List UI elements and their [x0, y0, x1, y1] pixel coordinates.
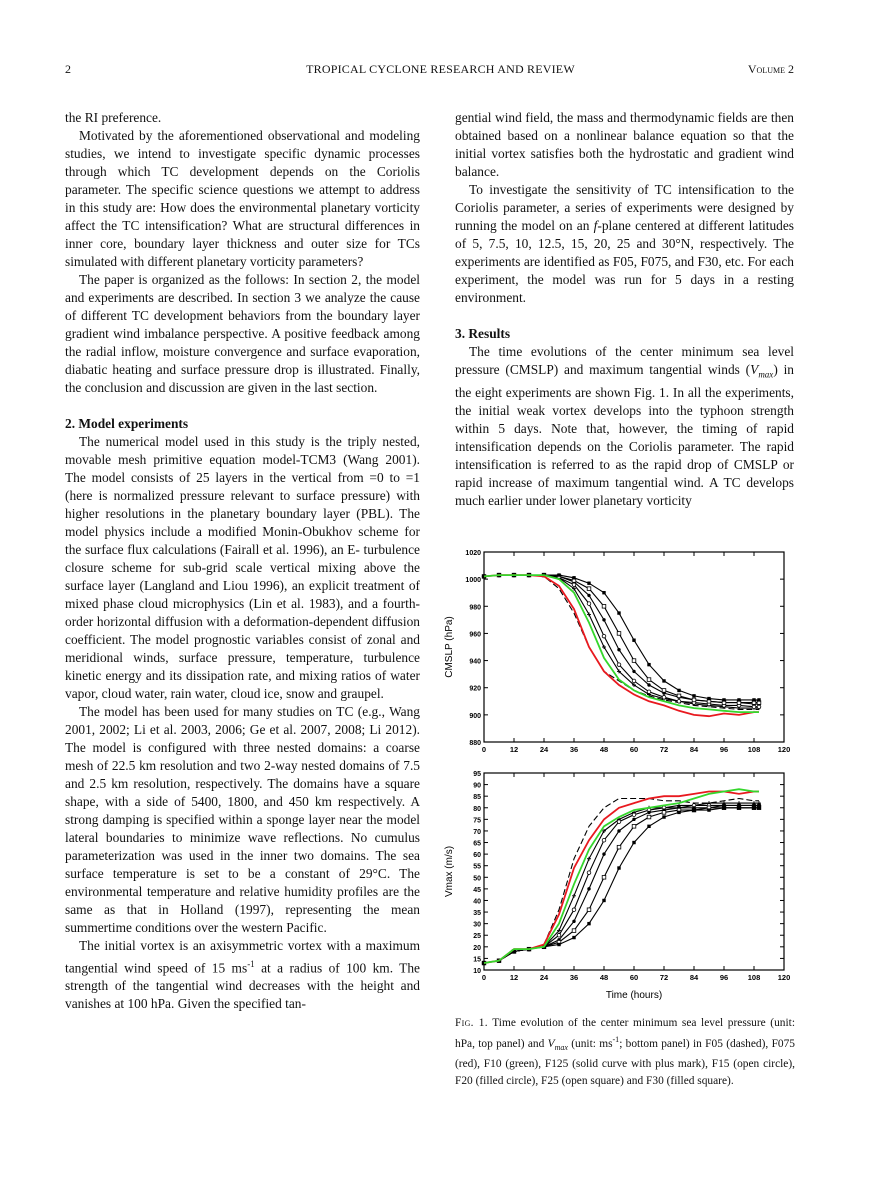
- y-tick-label: 920: [469, 685, 481, 693]
- data-point-f30: [677, 811, 680, 814]
- data-point-f30: [572, 576, 575, 579]
- text-run: The initial vortex is an axisymmetric vortex with a maximum tangential wind speed of 15 ms: [65, 938, 420, 976]
- data-point-f30: [602, 591, 605, 594]
- series-line-f10: [484, 575, 759, 712]
- data-point-f25: [587, 908, 591, 912]
- journal-title: TROPICAL CYCLONE RESEARCH AND REVIEW: [306, 62, 575, 76]
- x-tick-label: 24: [539, 973, 549, 982]
- x-tick-label: 72: [659, 745, 669, 754]
- data-point-f30: [587, 922, 590, 925]
- data-point-f15: [617, 820, 621, 824]
- right-column: [455, 109, 794, 510]
- data-point-f15: [587, 602, 591, 606]
- paragraph: The numerical model used in this study is the triply nested, movable mesh primitive equation model-TCM3 (Wang 2001). The model consists of 25 layers in the vertical from =0 to =1 (here is normalized pressure relevant to surface pressure) with higher resolutions in the planetary boundary layer (PBL). The model physics include a modified Monin-Obukhov scheme for the surface flux calculations (Fairall et al. 1996), an E- turbulence closure scheme for sub-grid scale vertical mixing above the surface layer (Langland and Liou 1996), an explicit treatment of mixed phase cloud microphysics (Lin et al. 1983), and a fourth-order horizontal diffusion with a deformation-dependent diffusion coefficient. The model prognostic variables consist of zonal and meridional winds, surface pressure, temperature, turbulence kinetic energy and its dissipation rate, and mixing ratios of water vapor, cloud water, rain water, cloud ice, snow and graupel.: [65, 434, 420, 701]
- data-point-f15: [632, 679, 636, 683]
- figure-svg: [438, 545, 798, 1005]
- y-tick-label: 900: [469, 712, 481, 720]
- superscript: -1: [247, 959, 255, 969]
- caption-text: ; bottom panel) in F05 (dashed), F075 (red), F10 (green), F125 (solid curve with plus mark), F15 (open circle), F20 (filled circle), F25 (open square) and F30 (filled square).: [455, 1037, 795, 1087]
- x-tick-label: 60: [629, 745, 639, 754]
- data-point-f15: [602, 634, 606, 638]
- data-point-f25: [602, 604, 606, 608]
- y-tick-label: 45: [473, 886, 481, 894]
- data-point-f15: [647, 690, 651, 694]
- text-run: To investigate the sensitivity of TC intensification to the Coriolis parameter, a series of experiments were designed by running the model on an: [455, 182, 794, 233]
- y-tick-label: 20: [473, 944, 481, 952]
- data-point-f25: [662, 689, 666, 693]
- caption-label: Fig. 1.: [455, 1017, 488, 1029]
- data-point-f15: [617, 663, 621, 667]
- text-run: -plane centered at different latitudes of 5, 7.5, 10, 12.5, 15, 20, 25 and 30°N, respectively. The experiments are identified as F05, F075, and F30, etc. For each experiment, the model was run for 5 days in a resting environment.: [455, 218, 794, 305]
- plot-frame: [484, 552, 784, 742]
- data-point-f15: [677, 699, 681, 703]
- data-point-f25: [602, 875, 606, 879]
- y-tick-label: 35: [473, 910, 481, 918]
- x-tick-label: 72: [659, 973, 669, 982]
- y-tick-label: 55: [473, 863, 481, 871]
- y-tick-label: 10: [473, 968, 481, 975]
- data-point-f25: [617, 845, 621, 849]
- data-point-f20: [602, 852, 605, 855]
- data-point-f15: [557, 933, 561, 937]
- y-tick-label: 1000: [465, 577, 481, 585]
- paragraph: The paper is organized as the follows: In section 2, the model and experiments are described. In section 3 we analyze the cause of different TC development behaviors from the boundary layer gradient wind imbalance perspective. A positive feedback among the radial inflow, moisture convergence and surface evaporation, diabatic heating and surface pressure drop is illustrated. Finally, the conclusion and discussion are given in the last section.: [65, 272, 420, 395]
- data-point-f20: [632, 818, 635, 821]
- series-line-f05: [484, 799, 759, 964]
- x-tick-label: 0: [481, 745, 487, 754]
- y-axis-label: CMSLP (hPa): [444, 616, 455, 678]
- y-tick-label: 90: [473, 782, 481, 790]
- x-tick-label: 48: [599, 745, 609, 754]
- y-tick-label: 940: [469, 658, 481, 666]
- x-tick-label: 84: [689, 745, 699, 754]
- data-point-f15: [587, 871, 591, 875]
- data-point-f30: [632, 841, 635, 844]
- data-point-f20: [587, 887, 590, 890]
- data-point-f30: [752, 698, 755, 701]
- x-tick-label: 108: [747, 973, 761, 982]
- caption-sup: -1: [612, 1034, 620, 1044]
- y-axis-label: Vmax (m/s): [444, 845, 455, 898]
- data-point-f20: [572, 920, 575, 923]
- y-tick-label: 40: [473, 898, 481, 906]
- x-tick-label: 12: [509, 973, 519, 982]
- data-point-f20: [617, 648, 620, 651]
- data-point-f30: [707, 697, 710, 700]
- caption-italic: V: [547, 1037, 555, 1050]
- data-point-f30: [632, 639, 635, 642]
- figure-caption: [455, 1015, 795, 1089]
- y-tick-label: 95: [473, 771, 481, 778]
- paragraph: The model has been used for many studies on TC (e.g., Wang 2001, 2002; Li et al. 2003, 2006; Ge et al. 2007, 2008; Li 2012). The model is configured with three nested domains: a coarse mesh of 22.5 km resolution and two 2-way nested domains of 7.5 and 2.5 km resolution, respectively. The domains have a square shape, with a side of 5400, 1800, and 450 km respectively. A strong damping is specified within a sponge layer near the model lateral boundaries to minimize wave reflections. No cumulus parameterization was used in the inner two domains. The sea surface temperature is set to be a constant of 29°C. The environmental temperature and relative humidity profiles are the same as that in Holland (1997), representing the mean summertime conditions over the western Pacific.: [65, 704, 420, 935]
- paragraph: [455, 181, 794, 307]
- data-point-f15: [572, 908, 576, 912]
- x-tick-label: 84: [689, 973, 699, 982]
- data-point-f25: [677, 694, 681, 698]
- y-tick-label: 25: [473, 933, 481, 941]
- data-point-f30: [557, 943, 560, 946]
- italic-v: V: [750, 362, 759, 377]
- data-point-f30: [757, 806, 760, 809]
- data-point-f30: [707, 808, 710, 811]
- section-heading: 3. Results: [455, 326, 511, 341]
- data-point-f30: [757, 698, 760, 701]
- x-tick-label: 108: [747, 745, 761, 754]
- data-point-f30: [647, 825, 650, 828]
- paragraph: the RI preference.: [65, 110, 162, 125]
- x-axis-label: Time (hours): [605, 990, 663, 1001]
- data-point-f30: [722, 698, 725, 701]
- data-point-f30: [722, 806, 725, 809]
- data-point-f20: [632, 670, 635, 673]
- data-point-f30: [557, 573, 560, 576]
- data-point-f25: [617, 632, 621, 636]
- x-tick-label: 36: [569, 973, 579, 982]
- x-tick-label: 120: [777, 973, 791, 982]
- series-line-f075: [484, 792, 759, 964]
- data-point-f125: [572, 894, 576, 898]
- x-tick-label: 60: [629, 973, 639, 982]
- y-tick-label: 75: [473, 817, 481, 825]
- x-tick-label: 0: [481, 973, 487, 982]
- y-tick-label: 15: [473, 956, 481, 964]
- data-point-f30: [662, 679, 665, 682]
- y-tick-label: 980: [469, 604, 481, 612]
- left-column: [65, 109, 420, 1013]
- series-line-f075: [484, 575, 759, 716]
- x-tick-label: 96: [719, 973, 729, 982]
- data-point-f30: [587, 582, 590, 585]
- data-point-f20: [617, 829, 620, 832]
- x-tick-label: 24: [539, 745, 549, 754]
- data-point-f15: [602, 838, 606, 842]
- paragraph: gential wind field, the mass and thermodynamic fields are then obtained based on a nonlinear balance equation so that the initial vortex satisfies both the hydrostatic and gradient wind balance.: [455, 110, 794, 179]
- x-tick-label: 12: [509, 745, 519, 754]
- data-point-f20: [587, 594, 590, 597]
- series-line-f05: [484, 575, 759, 709]
- page-number: 2: [65, 62, 71, 76]
- text-run: at a radius of 100 km. The strength of the tangential wind decreases with the height and vanishes at 100 hPa. Given the specified tan-: [65, 960, 421, 1012]
- data-point-f20: [602, 618, 605, 621]
- y-tick-label: 960: [469, 631, 481, 639]
- text-run: ) in the eight experiments are shown Fig. 1. In all the experiments, the initial weak vortex develops into the typhoon strength within 5 days. Note that, however, the timing of rapid intensification depends on the Coriolis parameter. The rapid intensification is referred to as the rapid drop of CMSLP or rapid increase of maximum tangential wind. A TC develops much earlier under lower planetary vorticity: [455, 362, 794, 508]
- y-tick-label: 50: [473, 875, 481, 883]
- y-tick-label: 1020: [465, 550, 481, 557]
- data-point-f30: [617, 611, 620, 614]
- data-point-f30: [737, 698, 740, 701]
- data-point-f25: [632, 825, 636, 829]
- data-point-f30: [692, 694, 695, 697]
- data-point-f30: [647, 663, 650, 666]
- data-point-f25: [632, 659, 636, 663]
- data-point-f25: [572, 929, 576, 933]
- y-tick-label: 30: [473, 921, 481, 929]
- caption-text: Time evolution of the center minimum sea level pressure (unit: hPa, top panel) and: [455, 1017, 795, 1050]
- series-line-f20: [484, 805, 759, 963]
- x-tick-label: 36: [569, 745, 579, 754]
- running-header: [0, 62, 881, 78]
- series-line-f30: [484, 808, 759, 963]
- paragraph: [65, 937, 420, 1013]
- data-point-f30: [677, 689, 680, 692]
- data-point-f30: [572, 936, 575, 939]
- section-heading: 2. Model experiments: [65, 416, 189, 431]
- y-tick-label: 80: [473, 805, 481, 813]
- data-point-f15: [632, 813, 636, 817]
- y-tick-label: 70: [473, 828, 481, 836]
- caption-text: (unit: ms: [567, 1037, 613, 1050]
- paragraph: [455, 343, 794, 510]
- data-point-f30: [692, 808, 695, 811]
- series-line-f125: [484, 803, 759, 963]
- data-point-f30: [737, 806, 740, 809]
- data-point-f30: [752, 806, 755, 809]
- series-line-f25: [484, 808, 759, 963]
- series-line-f25: [484, 575, 759, 703]
- volume-label: Volume 2: [747, 62, 794, 76]
- caption-sub: max: [554, 1042, 568, 1052]
- text-run: The time evolutions of the center minimum sea level pressure (CMSLP) and maximum tangential winds (: [455, 344, 794, 377]
- figure-1: [438, 545, 798, 1005]
- data-point-f20: [647, 811, 650, 814]
- x-tick-label: 48: [599, 973, 609, 982]
- data-point-f25: [587, 587, 591, 591]
- subscript: max: [758, 369, 774, 380]
- data-point-f30: [662, 815, 665, 818]
- paragraph: Motivated by the aforementioned observational and modeling studies, we intend to investigate specific dynamic processes through which TC development depends on the Coriolis parameter. The specific science questions we attempt to address in this study are: How does the environmental planetary vorticity affect the TC intensification? What are structural differences in inner core, boundary layer thickness and outer size for TCs simulated with different planetary vorticity parameters?: [65, 128, 420, 269]
- data-point-f25: [647, 678, 651, 682]
- y-tick-label: 85: [473, 794, 481, 802]
- data-point-f25: [662, 811, 666, 815]
- y-tick-label: 60: [473, 852, 481, 860]
- data-point-f30: [617, 866, 620, 869]
- y-tick-label: 880: [469, 740, 481, 747]
- data-point-f25: [647, 815, 651, 819]
- series-line-f20: [484, 575, 759, 704]
- data-point-f15: [662, 695, 666, 699]
- data-point-f25: [692, 698, 696, 702]
- x-tick-label: 96: [719, 745, 729, 754]
- series-line-f125: [484, 575, 759, 708]
- series-line-f10: [484, 789, 759, 963]
- data-point-f20: [647, 683, 650, 686]
- data-point-f30: [602, 899, 605, 902]
- x-tick-label: 120: [777, 745, 791, 754]
- y-tick-label: 65: [473, 840, 481, 848]
- italic-f: f: [593, 218, 598, 233]
